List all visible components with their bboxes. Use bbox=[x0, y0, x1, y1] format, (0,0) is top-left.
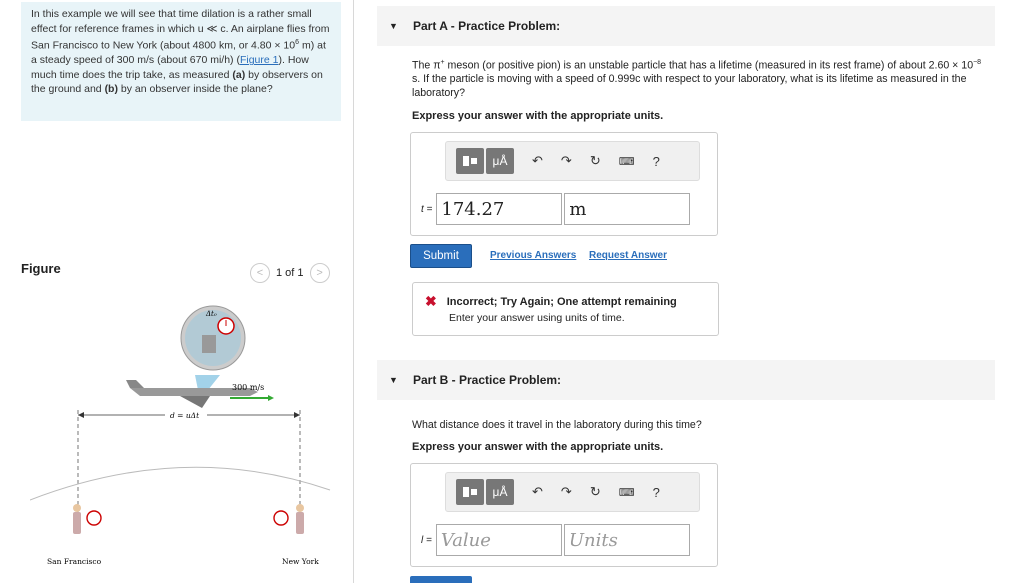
city-left-label: San Francisco bbox=[47, 557, 102, 566]
previous-answers-link[interactable]: Previous Answers bbox=[490, 250, 577, 261]
collapse-caret-icon[interactable]: ▼ bbox=[389, 375, 398, 385]
keyboard-icon[interactable]: ⌨ bbox=[618, 486, 635, 499]
problem-panel bbox=[0, 0, 354, 583]
units-button[interactable]: μÅ bbox=[486, 479, 514, 505]
t-variable-label: t = bbox=[421, 203, 433, 215]
value-input[interactable]: 174.27 bbox=[436, 193, 562, 225]
part-a-answer-box bbox=[410, 132, 718, 236]
undo-icon[interactable]: ↶ bbox=[532, 484, 543, 499]
part-b-express: Express your answer with the appropriate units. bbox=[412, 441, 664, 453]
request-answer-link[interactable]: Request Answer bbox=[589, 250, 667, 261]
pager-text: 1 of 1 bbox=[276, 267, 304, 279]
value-input[interactable]: Value bbox=[436, 524, 562, 556]
l-variable-label: l = bbox=[421, 534, 432, 546]
part-a-title: Part A - Practice Problem: bbox=[413, 19, 561, 33]
units-input[interactable]: m bbox=[564, 193, 690, 225]
figure-pager bbox=[250, 263, 330, 283]
part-b-header[interactable] bbox=[377, 360, 995, 400]
redo-icon[interactable]: ↷ bbox=[560, 153, 572, 168]
collapse-caret-icon[interactable]: ▼ bbox=[389, 21, 398, 31]
undo-icon[interactable]: ↶ bbox=[532, 153, 543, 168]
submit-button-partial[interactable] bbox=[410, 576, 472, 583]
feedback-title: Incorrect; Try Again; One attempt remaining bbox=[446, 295, 677, 308]
part-a-question: The π+ meson (or positive pion) is an unstable particle that has a lifetime (measured in its rest frame) of about $2.60 \times 10^{-8}$ s. If the particle is moving with a speed of 0.999c with respect to your laboratory, what is its lifetime as measured in the laboratory? bbox=[412, 59, 982, 99]
next-figure-button[interactable]: > bbox=[310, 263, 330, 283]
reset-icon[interactable]: ↻ bbox=[589, 153, 601, 168]
feedback-subtext: Enter your answer using units of time. bbox=[449, 312, 625, 324]
answer-panel bbox=[355, 0, 1024, 583]
help-button[interactable]: ? bbox=[652, 484, 660, 500]
units-button[interactable]: μÅ bbox=[486, 148, 514, 174]
keyboard-icon[interactable]: ⌨ bbox=[618, 155, 635, 168]
submit-button[interactable]: Submit bbox=[410, 244, 472, 268]
speed-label: 300 m/s bbox=[232, 383, 265, 392]
figure-label: Figure bbox=[21, 261, 61, 276]
city-right-label: New York bbox=[282, 557, 319, 566]
part-b-title: Part B - Practice Problem: bbox=[413, 373, 562, 387]
help-button[interactable]: ? bbox=[652, 153, 660, 169]
incorrect-x-icon: ✖ bbox=[425, 293, 437, 309]
part-b-answer-box bbox=[410, 463, 718, 567]
figure-image bbox=[30, 300, 340, 583]
figure-1-link[interactable]: Figure 1 bbox=[239, 54, 279, 67]
units-input[interactable]: Units bbox=[564, 524, 690, 556]
delta-t0-label: Δt₀ bbox=[206, 310, 217, 318]
math-toolbar bbox=[445, 472, 700, 512]
redo-icon[interactable]: ↷ bbox=[560, 484, 572, 499]
template-icon[interactable] bbox=[456, 479, 484, 505]
feedback-box bbox=[412, 282, 719, 336]
part-b-question: What distance does it travel in the laboratory during this time? bbox=[412, 419, 702, 431]
part-a-answer-row bbox=[421, 193, 690, 225]
part-a-express: Express your answer with the appropriate units. bbox=[412, 110, 664, 122]
template-icon[interactable] bbox=[456, 148, 484, 174]
math-toolbar bbox=[445, 141, 700, 181]
distance-label: d = uΔt bbox=[170, 411, 200, 420]
part-a-header[interactable] bbox=[377, 6, 995, 46]
part-b-answer-row bbox=[421, 524, 690, 556]
prev-figure-button[interactable]: < bbox=[250, 263, 270, 283]
reset-icon[interactable]: ↻ bbox=[589, 484, 601, 499]
problem-intro: In this example we will see that time dilation is a rather small effect for reference frames in which u ≪ c. An airplane flies from San Francisco to New York (about 4800 km, or $4.80 \times 10^6$ m) at a steady speed of 300 m/s (about 670 mi/h) (Figure 1). How much time does the trip take, as measured (a) by observers on the ground and (b) by an observer inside the plane? bbox=[21, 2, 341, 121]
